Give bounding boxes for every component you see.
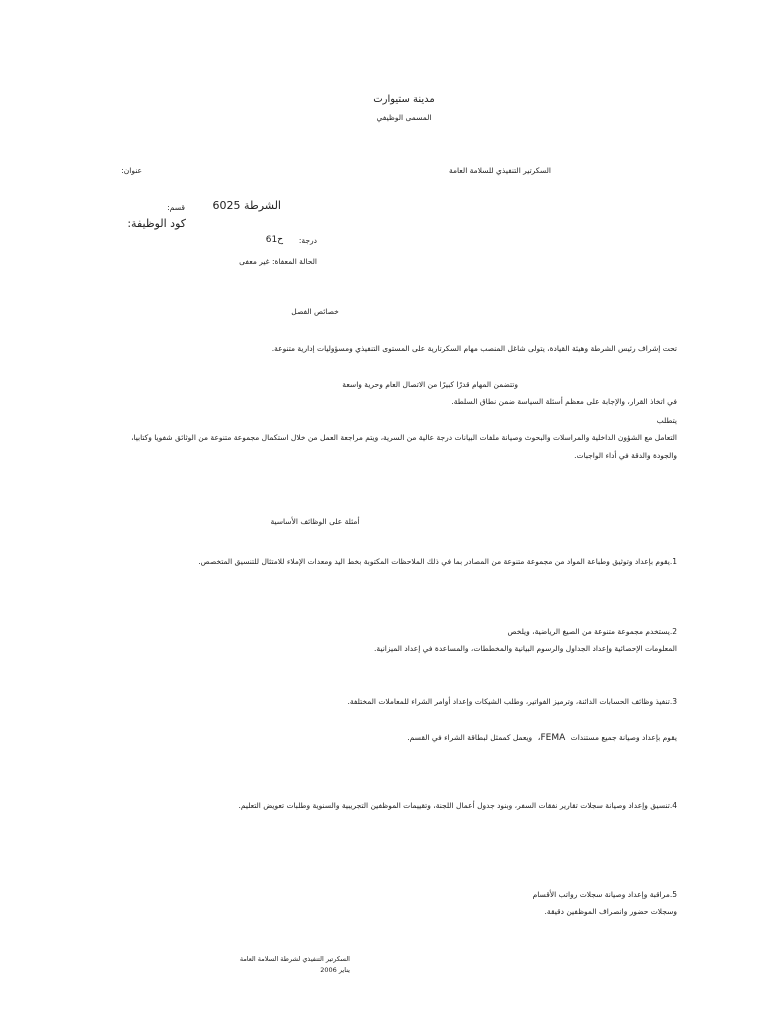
- title-label: عنوان:: [121, 166, 142, 175]
- class-paragraph-2-line-5: والجودة والدقة في أداء الواجبات.: [574, 451, 677, 460]
- class-paragraph-2-line-1: وتتضمن المهام قدرًا كبيرًا من الاتصال العام وحرية واسعة: [342, 380, 518, 389]
- department-value: الشرطة 6025: [212, 199, 281, 212]
- class-characteristics-heading: خصائص الفصل: [291, 307, 339, 316]
- function-item-5-line-2: وسجلات حضور وانصراف الموظفين دقيقة.: [544, 907, 677, 916]
- function-item-5-line-1: 5.مراقبة وإعداد وصيانة سجلات رواتب الأقسام: [532, 890, 677, 899]
- job-code-label: كود الوظيفة:: [127, 217, 186, 230]
- class-paragraph-2-line-2: في اتخاذ القرار، والإجابة على معظم أسئلة السياسة ضمن نطاق السلطة.: [451, 397, 677, 406]
- title-value: السكرتير التنفيذي للسلامة العامة: [448, 166, 551, 175]
- function-item-3-text-a: يقوم بإعداد وصيانة جميع مستندات: [570, 733, 677, 742]
- grade-label: درجة:: [298, 236, 317, 245]
- function-item-1: 1.يقوم بإعداد وتوثيق وطباعة المواد من مجموعة متنوعة من المصادر بما في ذلك الملاحظات المكتوبة بخط اليد ومعدات الإملاء للامتثال للتنسيق المتخصص.: [198, 557, 677, 566]
- exempt-status: الحالة المعفاة: غير معفى: [239, 257, 317, 266]
- class-paragraph-2-line-3: يتطلب: [656, 416, 677, 425]
- city-name: مدينة ستيوارت: [373, 94, 435, 105]
- footer-date: يناير 2006: [320, 966, 350, 974]
- grade-value: ح61: [265, 235, 283, 245]
- function-item-4: 4.تنسيق وإعداد وصيانة سجلات تقارير نفقات السفر، وبنود جدول أعمال اللجنة، وتقييمات الموظفين التجريبية والسنوية وطلبات تعويض التعليم.: [238, 801, 677, 810]
- function-item-3-fema: FEMA،: [537, 733, 566, 743]
- function-item-3-line-2: [407, 733, 677, 744]
- job-title-heading: المسمى الوظيفي: [376, 113, 432, 122]
- function-item-2-line-1: 2.يستخدم مجموعة متنوعة من الصيغ الرياضية، ويلخص: [507, 627, 677, 636]
- class-paragraph-2-line-4: التعامل مع الشؤون الداخلية والمراسلات والبحوث وصيانة ملفات البيانات درجة عالية من السرية، ويتم مراجعة العمل من خلال استكمال مجموعة متنوعة من الوثائق شفويا وكتابيا،: [131, 433, 677, 442]
- department-label: قسم:: [167, 203, 185, 212]
- function-item-2-line-2: المعلومات الإحصائية وإعداد الجداول والرسوم البيانية والمخططات، والمساعدة في إعداد الميزانية.: [374, 644, 677, 653]
- class-paragraph-1: تحت إشراف رئيس الشرطة وهيئة القيادة، يتولى شاغل المنصب مهام السكرتارية على المستوى التنفيذي ومسؤوليات إدارية متنوعة.: [271, 344, 677, 353]
- footer-title: السكرتير التنفيذي لشرطة السلامة العامة: [239, 955, 350, 963]
- function-item-3-line-1: 3.تنفيذ وظائف الحسابات الدائنة، وترميز الفواتير، وطلب الشيكات وإعداد أوامر الشراء للمعاملات المختلفة.: [347, 697, 677, 706]
- essential-functions-heading: أمثلة على الوظائف الأساسية: [270, 517, 360, 526]
- function-item-3-text-b: ويعمل كممثل لبطاقة الشراء في القسم.: [407, 733, 533, 742]
